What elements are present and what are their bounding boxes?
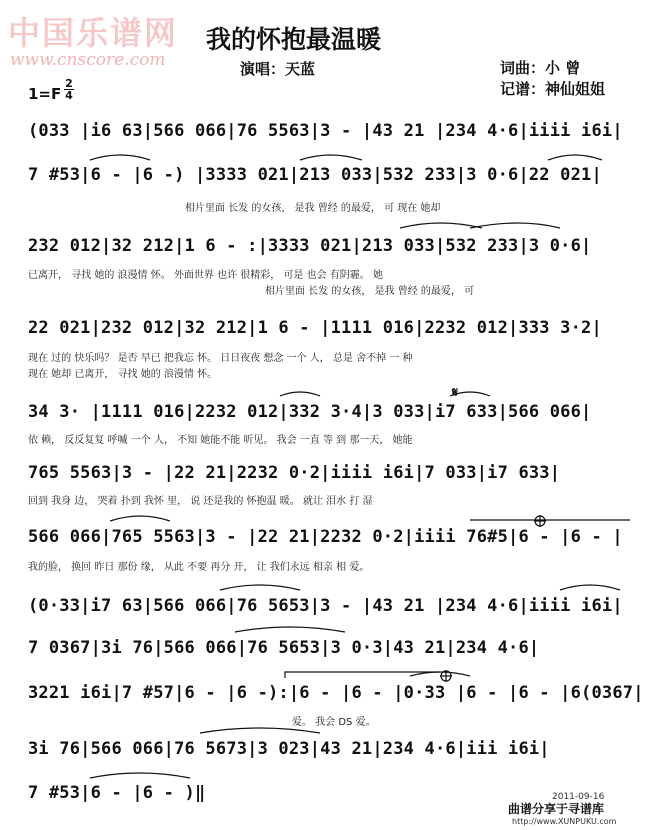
- lyric-line-8: 我的脸， 换回 昨日 那份 缘， 从此 不要 再分 开， 让 我们永远 相亲 相 爱。: [28, 562, 370, 573]
- share-label: 曲谱分享于寻谱库: [508, 802, 605, 816]
- lyric-line-9: 爱。 我会 DS 爱。: [292, 717, 376, 728]
- score-row-6: 765 5563|3 - |22 21|2232 0·2|iiii i6i|7 033|i7 633|: [28, 463, 561, 483]
- meter-top: 2: [65, 77, 73, 90]
- key-signature: 1=F: [28, 85, 62, 103]
- time-signature: [64, 78, 74, 101]
- composer: 词曲：小 曾: [500, 59, 581, 77]
- score-row-11: 3i 76|566 066|76 5673|3 023|43 21|234 4·6|iii i6i|: [28, 739, 550, 759]
- score-row-12: 7 #53|6 - |6 - )‖: [28, 783, 206, 803]
- lyric-line-4: 现在 过的 快乐吗？ 是否 早已 把我忘 怀。 日日夜夜 想念 一个 人， 总是 舍不掉 一 种: [28, 353, 413, 364]
- lyric-line-6: 依 赖， 反反复复 呼喊 一个 人， 不知 她能不能 听见。 我会 一直 等 到 那一天， 她能: [28, 435, 413, 446]
- score-row-1: (033 |i6 63|566 066|76 5563|3 - |43 21 |234 4·6|iiii i6i|: [28, 121, 623, 141]
- lyric-line-3: 相片里面 长发 的女孩， 是我 曾经 的最爱， 可: [265, 286, 475, 297]
- score-row-5: 34 3· |1111 016|2232 012|332 3·4|3 033|i7 633|566 066|: [28, 402, 592, 422]
- watermark-text: 中国乐谱网: [8, 14, 179, 52]
- site-url: http://www.XUNPUKU.com: [512, 817, 617, 826]
- transcriber: 记谱：神仙姐姐: [500, 80, 606, 98]
- watermark-url: www.cnscore.com: [10, 50, 166, 70]
- singer: 演唱：天蓝: [240, 60, 316, 78]
- score-row-3: 232 012|32 212|1 6 - :|3333 021|213 033|532 233|3 0·6|: [28, 236, 592, 256]
- lyric-line-7: 回到 我身 边， 哭着 扑到 我怀 里， 说 还是我的 怀抱温 暖。 就让 泪水 打 湿: [28, 496, 373, 507]
- meter-bottom: 4: [65, 89, 73, 102]
- score-row-2: 7 #53|6 - |6 -) |3333 021|213 033|532 233|3 0·6|22 021|: [28, 165, 602, 185]
- score-row-8: (0·33|i7 63|566 066|76 5653|3 - |43 21 |234 4·6|iiii i6i|: [28, 596, 623, 616]
- lyric-line-1: 相片里面 长发 的女孩， 是我 曾经 的最爱， 可 现在 她却: [185, 203, 441, 214]
- lyric-line-2: 已离开， 寻找 她的 浪漫情 怀。 外面世界 也许 很精彩， 可是 也会 有阴霾。 她: [28, 270, 383, 281]
- segno-sign: 𝄋: [452, 385, 459, 401]
- score-row-7: 566 066|765 5563|3 - |22 21|2232 0·2|iiii 76#5|6 - |6 - |: [28, 527, 623, 547]
- lyric-line-5: 现在 她却 已离开， 寻找 她的 浪漫情 怀。: [28, 369, 218, 380]
- score-row-10: 3221 i6i|7 #57|6 - |6 -):|6 - |6 - |0·33 |6 - |6 - |6(0367|: [28, 683, 644, 703]
- score-row-4: 22 021|232 012|32 212|1 6 - |1111 016|2232 012|333 3·2|: [28, 318, 602, 338]
- date-label: 2011-09-16: [552, 792, 605, 802]
- song-title: 我的怀抱最温暖: [206, 25, 382, 54]
- score-row-9: 7 0367|3i 76|566 066|76 5653|3 0·3|43 21|234 4·6|: [28, 638, 540, 658]
